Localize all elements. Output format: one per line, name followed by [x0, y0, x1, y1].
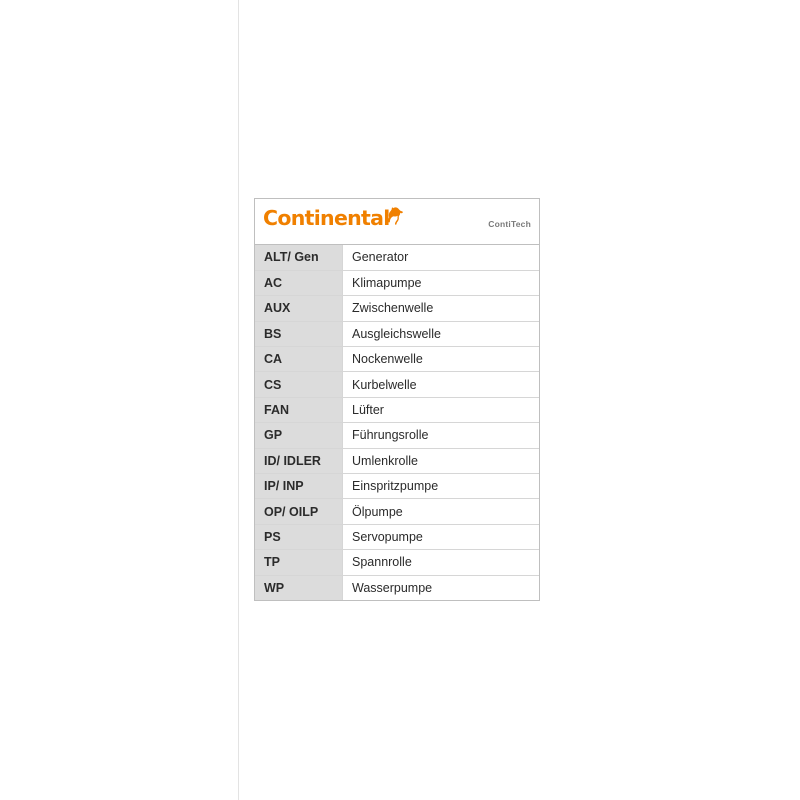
- legend-abbr-cell: TP: [255, 550, 343, 575]
- table-row: [255, 347, 539, 372]
- table-row: [255, 575, 539, 600]
- legend-card: [254, 198, 540, 601]
- legend-table-body: [255, 245, 539, 600]
- table-row: [255, 550, 539, 575]
- legend-desc-cell: Servopumpe: [343, 524, 540, 549]
- table-row: [255, 499, 539, 524]
- legend-abbr-cell: CS: [255, 372, 343, 397]
- legend-desc-cell: Spannrolle: [343, 550, 540, 575]
- contitech-sub-brand: ContiTech: [488, 219, 531, 229]
- legend-desc-cell: Kurbelwelle: [343, 372, 540, 397]
- page-divider-rule: [238, 0, 239, 800]
- table-row: [255, 474, 539, 499]
- legend-abbr-cell: GP: [255, 423, 343, 448]
- continental-wordmark: [263, 208, 390, 229]
- legend-desc-cell: Klimapumpe: [343, 270, 540, 295]
- legend-abbr-cell: OP/ OILP: [255, 499, 343, 524]
- legend-desc-cell: Umlenkrolle: [343, 448, 540, 473]
- legend-desc-cell: Ausgleichswelle: [343, 321, 540, 346]
- table-row: [255, 423, 539, 448]
- table-row: [255, 448, 539, 473]
- brand-header: [255, 199, 539, 245]
- table-row: [255, 372, 539, 397]
- legend-desc-cell: Zwischenwelle: [343, 296, 540, 321]
- wordmark-initial: Co: [263, 206, 291, 230]
- legend-abbr-cell: FAN: [255, 397, 343, 422]
- legend-abbr-cell: AC: [255, 270, 343, 295]
- table-row: [255, 270, 539, 295]
- wordmark-rest: ntinental: [290, 206, 390, 230]
- table-row: [255, 321, 539, 346]
- legend-desc-cell: Nockenwelle: [343, 347, 540, 372]
- legend-desc-cell: Einspritzpumpe: [343, 474, 540, 499]
- table-row: [255, 397, 539, 422]
- legend-desc-cell: Lüfter: [343, 397, 540, 422]
- legend-abbr-cell: AUX: [255, 296, 343, 321]
- legend-abbr-cell: ID/ IDLER: [255, 448, 343, 473]
- abbreviation-legend-table: [255, 245, 539, 600]
- table-row: [255, 524, 539, 549]
- legend-abbr-cell: WP: [255, 575, 343, 600]
- legend-abbr-cell: ALT/ Gen: [255, 245, 343, 270]
- legend-desc-cell: Ölpumpe: [343, 499, 540, 524]
- table-row: [255, 245, 539, 270]
- table-row: [255, 296, 539, 321]
- legend-abbr-cell: PS: [255, 524, 343, 549]
- legend-abbr-cell: CA: [255, 347, 343, 372]
- legend-abbr-cell: BS: [255, 321, 343, 346]
- legend-abbr-cell: IP/ INP: [255, 474, 343, 499]
- legend-desc-cell: Generator: [343, 245, 540, 270]
- legend-desc-cell: Wasserpumpe: [343, 575, 540, 600]
- legend-desc-cell: Führungsrolle: [343, 423, 540, 448]
- continental-horse-icon: [383, 205, 405, 227]
